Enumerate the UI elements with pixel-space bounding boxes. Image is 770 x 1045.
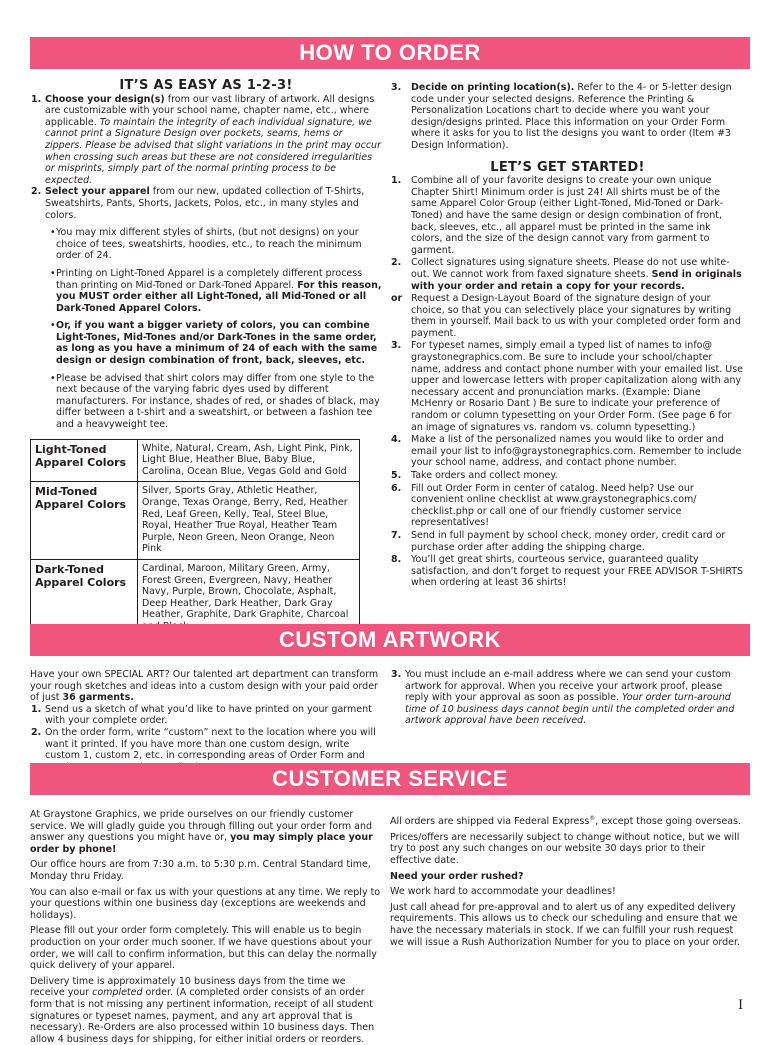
choose-design-step (30, 94, 382, 187)
list-item (390, 554, 745, 589)
step-number: 1. (31, 93, 42, 105)
paragraph-text: At Graystone Graphics, we pride ourselves on our friendly customer service. We will gladly guide you through filling out your order form and answer any questions you might have or, (30, 809, 373, 844)
bullet-text: Please be advised that shirt colors may differ from one style to the next because of the varying fabric dyes used by different manufacturers. For instance, shades of red, or shades of black, may differ between a t-shirt and a sweatshirt, or between a fashion tee and a heavyweight tee. (56, 372, 380, 431)
step-bold: Select your apparel (45, 186, 150, 198)
color-differ-bullet (30, 373, 382, 431)
custom-artwork-banner: CUSTOM ARTWORK (30, 624, 750, 656)
step-number: 3. (391, 82, 402, 93)
fill-completely: Please fill out your order form completely. This will enable us to begin production on your order much sooner. If we have questions about your order, we will call to confirm information, but this can delay the normally quick delivery of your apparel. (30, 925, 377, 972)
approval-step (390, 669, 745, 727)
step-italic: To maintain the integrity of each individual signature, we cannot print a Signature Design over pockets, seams, hems or zippers. Please be advised that slight variations in the print may occur when crossing such areas but these are not considered irregularities or misprints, simply part of the normal printing process to be expected. (45, 116, 381, 186)
list-item (390, 483, 745, 529)
tone-label: Light-Toned Apparel Colors (31, 439, 138, 482)
bullet-text: You may mix different styles of shirts, (but not designs) on your choice of tees, sweatshirts, hoodies, etc., to reach the minimum order of 24. (56, 227, 362, 262)
registered-mark: ® (589, 815, 596, 822)
step-number: 5. (391, 470, 402, 481)
started-list (390, 175, 745, 589)
step-text: You must include an e-mail address where we can send your custom artwork for approval. When you receive your artwork proof, please reply with your approval as soon as possible. (405, 669, 731, 704)
step-text: Make a list of the personalized names you would like to order and email your list to info@graystonegraphics.com. Remember to include your school name, address, and contact phone number. (411, 434, 742, 469)
tone-colors: Silver, Sports Gray, Athletic Heather, Orange, Texas Orange, Berry, Red, Heather Red, Leaf Green, Kelly, Teal, Steel Blue, Royal, Heather True Royal, Heather Team Purple, Neon Green, Neon Orange, Neon Pink (138, 482, 360, 560)
bullet-bold: For this reason, you MUST order either all Light-Toned, all Mid-Toned or all Dark-Toned Apparel Colors. (56, 279, 382, 314)
intro-bold: 36 garments. (62, 692, 134, 704)
tone-colors: White, Natural, Cream, Ash, Light Pink, Pink, Light Blue, Heather Blue, Baby Blue, Carolina, Ocean Blue, Vegas Gold and Gold (138, 439, 360, 482)
step-number: 2. (391, 257, 402, 269)
started-subtitle: LET’S GET STARTED! (490, 159, 645, 175)
step-text: Take orders and collect money. (411, 470, 558, 481)
step-text: Collect signatures using signature sheets. Please do not use white-out. We cannot work from faxed signature sheets. (411, 257, 730, 280)
customer-service-banner: CUSTOMER SERVICE (30, 763, 750, 795)
step-number: 8. (391, 554, 402, 566)
step-text: Send us a sketch of what you’d like to have printed on your garment with your complete order. (45, 703, 372, 727)
list-item (390, 175, 745, 256)
step-number: 4. (391, 434, 402, 446)
customer-service-left-column (30, 809, 382, 1045)
paragraph-text: All orders are shipped via Federal Express (390, 816, 590, 828)
select-apparel-step (30, 186, 382, 221)
step-text: You’ll get great shirts, courteous service, guaranteed quality satisfaction, and don’t forget to request your FREE ADVISOR T-SHIRTS when ordering at least 36 shirts! (411, 554, 744, 589)
step-number: 3. (391, 340, 402, 352)
office-hours: Our office hours are from 7:30 a.m. to 5:30 p.m. Central Standard time, Monday thru Friday. (30, 859, 371, 882)
completed-italic: completed (92, 987, 143, 999)
how-to-order-left-column (30, 80, 382, 657)
how-to-order-right-column (390, 82, 745, 589)
paragraph-text: order. (A completed order consists of an order form that is not missing any pertinent information, receipt of all student signatures or typeset names, payment, and any art approval that is necessary). Re-Orders are also processed within 10 business days. Then allow 4 business days for shipping, for either initial orders or reorders. (30, 987, 375, 1045)
bullet-bold: Or, if you want a bigger variety of colors, you can combine Light-Tones, Mid-Tones and/or Dark-Tones in the same order, as long as you have a minimum of 24 of each with the same design or design combination of front, back, sleeves, etc. (56, 320, 378, 367)
custom-artwork-left-column (30, 669, 382, 762)
step-number: 6. (391, 482, 402, 494)
step-text: from our vast library of artwork. All designs are customizable with your school name, chapter name, etc., where applicable. (45, 93, 375, 128)
step-text: For typeset names, simply email a typed list of names to info@ graystonegraphics.com. Be sure to include your school/chapter name, address and contact phone number with your emailed list. Use upper and lowercase letters with proper capitalization along with any necessary accent and pronunciation marks. (Example: Diane McHenry or Rosario Dant ) Be sure to indicate your preference of random or column typesetting on your Order Form. (See page 6 for an image of signatures vs. random vs. column typesetting.) (411, 340, 744, 433)
paragraph-text: Delivery time is approximately 10 business days from the time we receive your (30, 975, 346, 999)
tone-colors: Cardinal, Maroon, Military Green, Army, Forest Green, Evergreen, Navy, Heather Navy, Purple, Brown, Chocolate, Asphalt, Deep Heather, Dark Heather, Dark Gray Heather, Graphite, Dark Graphite, Charcoal (138, 559, 360, 637)
list-item (390, 293, 745, 339)
light-toned-bullet (30, 268, 382, 314)
service-paragraph (30, 809, 382, 855)
step-text: On the order form, write “custom” next to the location where you will want it printed. If you have more than one custom design, write custom 1, custom 2, etc. in corresponding areas of Order Form and (45, 726, 376, 762)
custom-location-step (30, 726, 382, 762)
prices-paragraph: Prices/offers are necessarily subject to change without notice, but we will try to post any such changes on our website 30 days prior to their effective date. (390, 831, 740, 866)
list-item (390, 434, 745, 469)
paragraph-text: , except those going overseas. (595, 816, 742, 828)
bullet-text: Printing on Light-Toned Apparel is a completely different process than printing on Mid-Toned or Dark-Toned Apparel. (56, 267, 363, 291)
step-italic: Your order turn-around time of 10 business days cannot begin until the completed order and artwork approval have been received. (405, 692, 735, 727)
table-row (31, 482, 360, 560)
list-item (390, 530, 745, 553)
email-fax: You can also e-mail or fax us with your questions at any time. We reply to your questions within one business day (exceptions are weekends and holidays). (30, 886, 381, 921)
bullet-icon: • (50, 320, 56, 332)
bullet-icon: • (50, 267, 56, 279)
step-number: 1. (391, 175, 402, 187)
custom-intro (30, 669, 382, 704)
page-number: I (738, 998, 744, 1013)
bullet-icon: • (50, 372, 56, 384)
step-text: Refer to the 4- or 5-letter design code under your selected designs. Reference the Printing & Personalization Locations chart to decide where you want your design/designs printed. Place this information on your Order Form where it asks for you to list the designs you want to order (Item #3 Design Information). (411, 82, 732, 151)
list-item (390, 340, 745, 433)
combine-tones-bullet (30, 320, 382, 366)
step-number: 7. (391, 529, 402, 541)
customer-service-right-column (390, 809, 745, 948)
list-item (390, 257, 745, 292)
tone-label: Dark-Toned Apparel Colors (31, 559, 138, 637)
step-number: 2. (31, 186, 42, 198)
phone-order-bold: you may simply place your order by phone! (30, 832, 373, 855)
delivery-time (30, 976, 382, 1045)
printing-location-step (390, 82, 745, 152)
shipping-paragraph (390, 813, 745, 828)
table-row (31, 439, 360, 482)
how-to-order-banner: HOW TO ORDER (30, 37, 750, 69)
apparel-colors-table (30, 439, 360, 638)
step-bold: Send in originals with your order and retain a copy for your records. (411, 268, 742, 292)
mix-styles-bullet (30, 227, 382, 262)
step-text: Fill out Order Form in center of catalog. Need help? Use our convenient online checklist at www.graystonegraphics.com/ checklist.php or call one of our friendly customer service representatives! (411, 482, 697, 529)
intro-text: Have your own SPECIAL ART? Our talented art department can transform your rough sketches and ideas into a custom design with your paid order of just (30, 669, 379, 704)
list-item (390, 470, 745, 482)
custom-artwork-right-column (390, 669, 745, 727)
sketch-step (30, 704, 382, 727)
step-number: 1. (31, 703, 42, 715)
rush-paragraph: Just call ahead for pre-approval and to alert us of any expedited delivery requirements. This allows us to check our scheduling and ensure that we have the necessary materials in stock. If we can fulfill your rush request we will issue a Rush Authorization Number for you to place on your order. (390, 901, 741, 948)
step-bold: Decide on printing location(s). (411, 82, 575, 93)
step-number: or (391, 293, 403, 305)
step-number: 3. (391, 669, 402, 680)
step-text: Request a Design-Layout Board of the signature design of your choice, so that you can selectively place your signatures by writing them in yourself. Mail back to us with your completed order form and payment. (411, 293, 741, 339)
tone-label: Mid-Toned Apparel Colors (31, 482, 138, 560)
step-text: from our new, updated collection of T-Shirts, Sweatshirts, Pants, Shorts, Jackets, Polos, etc., in many styles and colors. (45, 186, 365, 221)
deadlines-paragraph: We work hard to accommodate your deadlines! (390, 886, 616, 898)
bullet-icon: • (50, 227, 56, 239)
easy-subtitle: IT’S AS EASY AS 1-2-3! (119, 78, 293, 93)
step-text: Combine all of your favorite designs to create your own unique Chapter Shirt! Minimum order is just 24! All shirts must be of the same Apparel Color Group (either Light-Toned, Mid-Toned or Dark-Toned) and have the same design or design combination of front, back, sleeves, etc., all apparel must be printed in the same ink colors, and the size of the design cannot vary from garment to garment. (411, 175, 724, 256)
rush-heading: Need your order rushed? (390, 870, 524, 882)
step-number: 2. (31, 726, 42, 738)
step-bold: Choose your design(s) (45, 93, 165, 105)
step-text: Send in full payment by school check, money order, credit card or purchase order after adding the shipping charge. (411, 529, 726, 553)
